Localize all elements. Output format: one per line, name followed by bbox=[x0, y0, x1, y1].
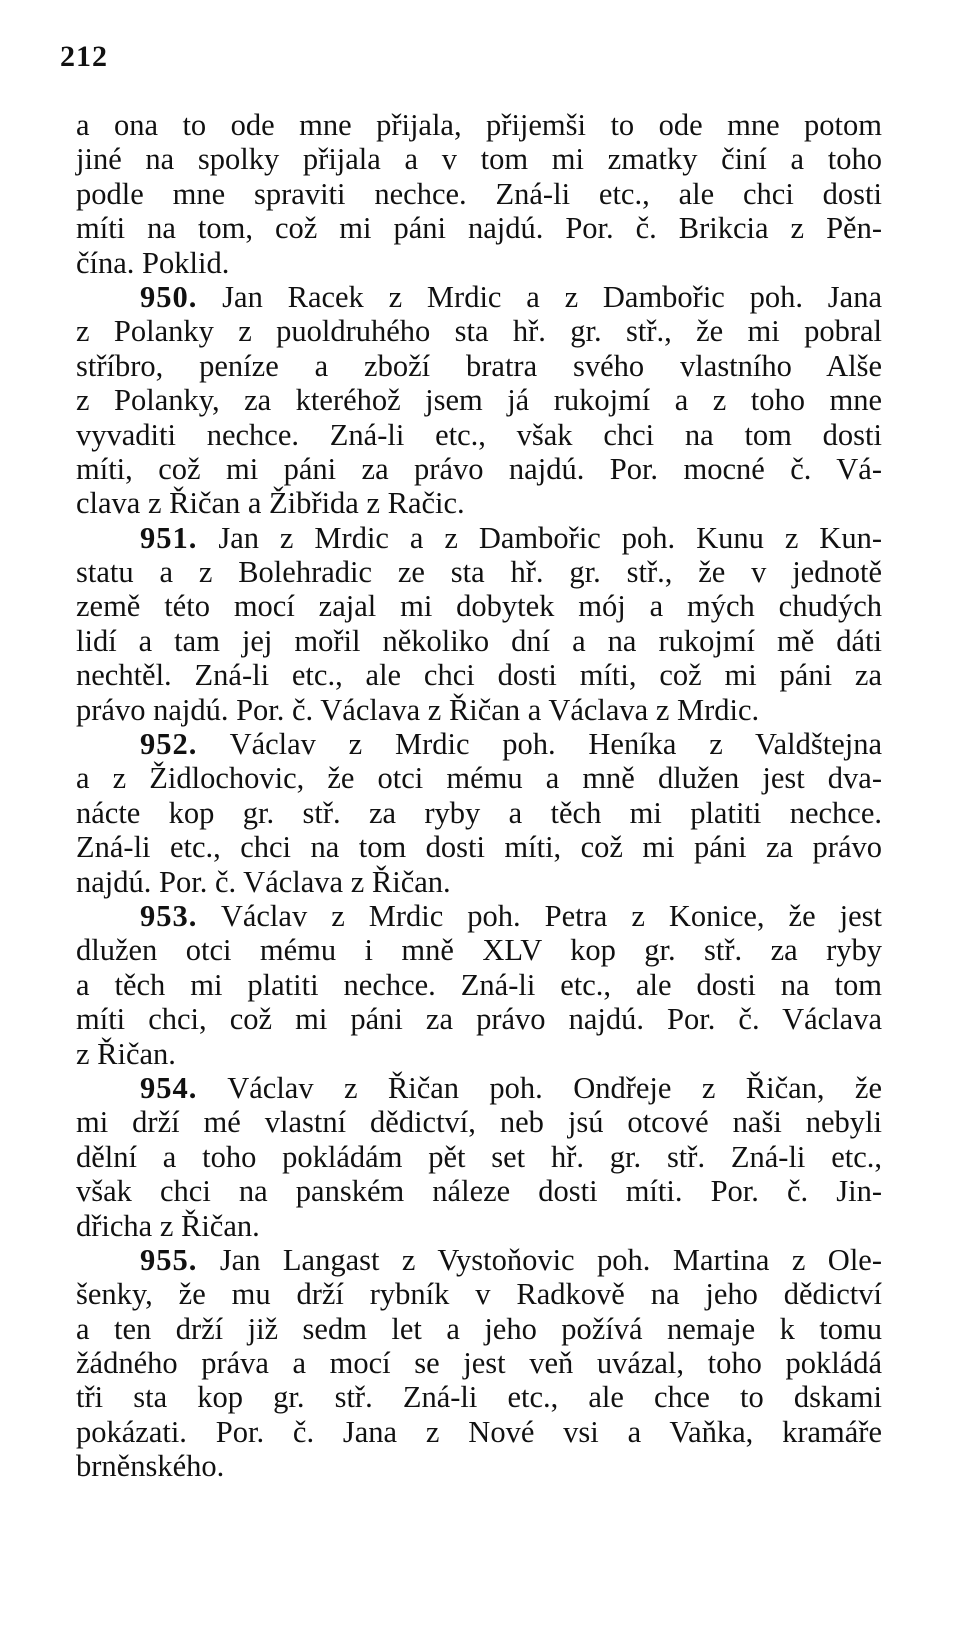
line-text: nechtěl. Zná-li etc., ale chci dosti míti, což mi páni za bbox=[76, 658, 882, 693]
entry-first-line bbox=[76, 521, 882, 555]
text-line bbox=[76, 658, 882, 692]
line-text: mi drží mé vlastní dědictví, neb jsú otcové naši nebyli bbox=[76, 1105, 882, 1140]
entry-first-line bbox=[76, 1071, 882, 1105]
entry-first-line bbox=[76, 280, 882, 314]
line-text: jiné na spolky přijala a v tom mi zmatky činí a toho bbox=[76, 142, 882, 177]
text-line bbox=[76, 383, 882, 417]
entry-number: 950. bbox=[140, 279, 198, 314]
text-line bbox=[76, 589, 882, 623]
text-line bbox=[76, 1209, 882, 1243]
text-line bbox=[76, 796, 882, 830]
text-line bbox=[76, 693, 882, 727]
line-text: šenky, že mu drží rybník v Radkově na jeho dědictví bbox=[76, 1277, 882, 1312]
entry-first-line bbox=[76, 727, 882, 761]
text-line bbox=[76, 1277, 882, 1311]
line-text: právo najdú. Por. č. Václava z Řičan a Václava z Mrdic. bbox=[76, 692, 760, 727]
line-text: míti chci, což mi páni za právo najdú. Por. č. Václava bbox=[76, 1002, 882, 1037]
entry-first-line bbox=[76, 899, 882, 933]
page-number: 212 bbox=[60, 40, 108, 73]
text-line bbox=[76, 1140, 882, 1174]
line-text: nácte kop gr. stř. za ryby a těch mi platiti nechce. bbox=[76, 795, 882, 830]
line-text: podle mne spraviti nechce. Zná-li etc., ale chci dosti bbox=[76, 176, 882, 211]
line-text: míti na tom, což mi páni najdú. Por. č. Brikcia z Pěn- bbox=[76, 211, 882, 246]
line-text: Václav z Řičan poh. Ondřeje z Řičan, že bbox=[197, 1070, 882, 1105]
line-text: Jan z Mrdic a z Dambořic poh. Kunu z Kun- bbox=[197, 520, 882, 555]
line-text: statu a z Bolehradic ze sta hř. gr. stř., že v jednotě bbox=[76, 555, 882, 590]
line-text: míti, což mi páni za právo najdú. Por. mocné č. Vá- bbox=[76, 451, 882, 486]
text-line bbox=[76, 1449, 882, 1483]
entry-number: 953. bbox=[140, 898, 198, 933]
line-text: a z Židlochovic, že otci mému a mně dlužen jest dva- bbox=[76, 761, 882, 796]
text-line bbox=[76, 177, 882, 211]
line-text: z Polanky z puoldruhého sta hř. gr. stř., že mi pobral bbox=[76, 314, 882, 349]
text-body bbox=[76, 108, 882, 1484]
text-line bbox=[76, 486, 882, 520]
line-text: clava z Řičan a Žibřida z Račic. bbox=[76, 486, 465, 521]
text-line bbox=[76, 1415, 882, 1449]
text-line bbox=[76, 968, 882, 1002]
text-line bbox=[76, 1002, 882, 1036]
text-line bbox=[76, 1105, 882, 1139]
line-text: čína. Poklid. bbox=[76, 245, 230, 280]
line-text: brněnského. bbox=[76, 1449, 225, 1484]
line-text: z Polanky, za kteréhož jsem já rukojmí a z toho mne bbox=[76, 383, 882, 418]
line-text: najdú. Por. č. Václava z Řičan. bbox=[76, 864, 451, 899]
line-text: Zná-li etc., chci na tom dosti míti, což mi páni za právo bbox=[76, 830, 882, 865]
line-text: dělní a toho pokládám pět set hř. gr. stř. Zná-li etc., bbox=[76, 1139, 882, 1174]
text-line bbox=[76, 418, 882, 452]
entry-first-line bbox=[76, 1243, 882, 1277]
text-line bbox=[76, 555, 882, 589]
text-line bbox=[76, 211, 882, 245]
text-line bbox=[76, 933, 882, 967]
line-text: a těch mi platiti nechce. Zná-li etc., ale dosti na tom bbox=[76, 967, 882, 1002]
line-text: tři sta kop gr. stř. Zná-li etc., ale chce to dskami bbox=[76, 1380, 882, 1415]
text-line bbox=[76, 452, 882, 486]
line-text: lidí a tam jej mořil několiko dní a na rukojmí mě dáti bbox=[76, 623, 882, 658]
text-line bbox=[76, 1346, 882, 1380]
line-text: však chci na panském náleze dosti míti. Por. č. Jin- bbox=[76, 1174, 882, 1209]
text-line bbox=[76, 349, 882, 383]
entry-number: 955. bbox=[140, 1242, 198, 1277]
line-text: a ten drží již sedm let a jeho požívá nemaje k tomu bbox=[76, 1311, 882, 1346]
text-line bbox=[76, 1174, 882, 1208]
line-text: Jan Langast z Vystoňovic poh. Martina z Ole- bbox=[197, 1242, 882, 1277]
line-text: vyvaditi nechce. Zná-li etc., však chci na tom dosti bbox=[76, 417, 882, 452]
text-line bbox=[76, 761, 882, 795]
line-text: země této mocí zajal mi dobytek mój a mých chudých bbox=[76, 589, 882, 624]
line-text: dřicha z Řičan. bbox=[76, 1208, 260, 1243]
line-text: žádného práva a mocí se jest veň uvázal, toho pokládá bbox=[76, 1346, 882, 1381]
line-text: z Řičan. bbox=[76, 1036, 176, 1071]
line-text: dlužen otci mému i mně XLV kop gr. stř. za ryby bbox=[76, 933, 882, 968]
text-line bbox=[76, 830, 882, 864]
text-line bbox=[76, 108, 882, 142]
line-text: pokázati. Por. č. Jana z Nové vsi a Vaňka, kramáře bbox=[76, 1414, 882, 1449]
entry-number: 951. bbox=[140, 520, 198, 555]
text-line bbox=[76, 142, 882, 176]
line-text: Václav z Mrdic poh. Petra z Konice, že jest bbox=[197, 898, 882, 933]
line-text: Václav z Mrdic poh. Heníka z Valdštejna bbox=[197, 727, 882, 762]
text-line bbox=[76, 1380, 882, 1414]
text-line bbox=[76, 1037, 882, 1071]
text-line bbox=[76, 1312, 882, 1346]
text-line bbox=[76, 314, 882, 348]
text-line bbox=[76, 246, 882, 280]
line-text: stříbro, peníze a zboží bratra svého vlastního Alše bbox=[76, 348, 882, 383]
text-line bbox=[76, 865, 882, 899]
text-line bbox=[76, 624, 882, 658]
entry-number: 954. bbox=[140, 1070, 198, 1105]
line-text: a ona to ode mne přijala, přijemši to ode mne potom bbox=[76, 108, 882, 142]
entry-number: 952. bbox=[140, 727, 198, 762]
line-text: Jan Racek z Mrdic a z Dambořic poh. Jana bbox=[197, 279, 882, 314]
